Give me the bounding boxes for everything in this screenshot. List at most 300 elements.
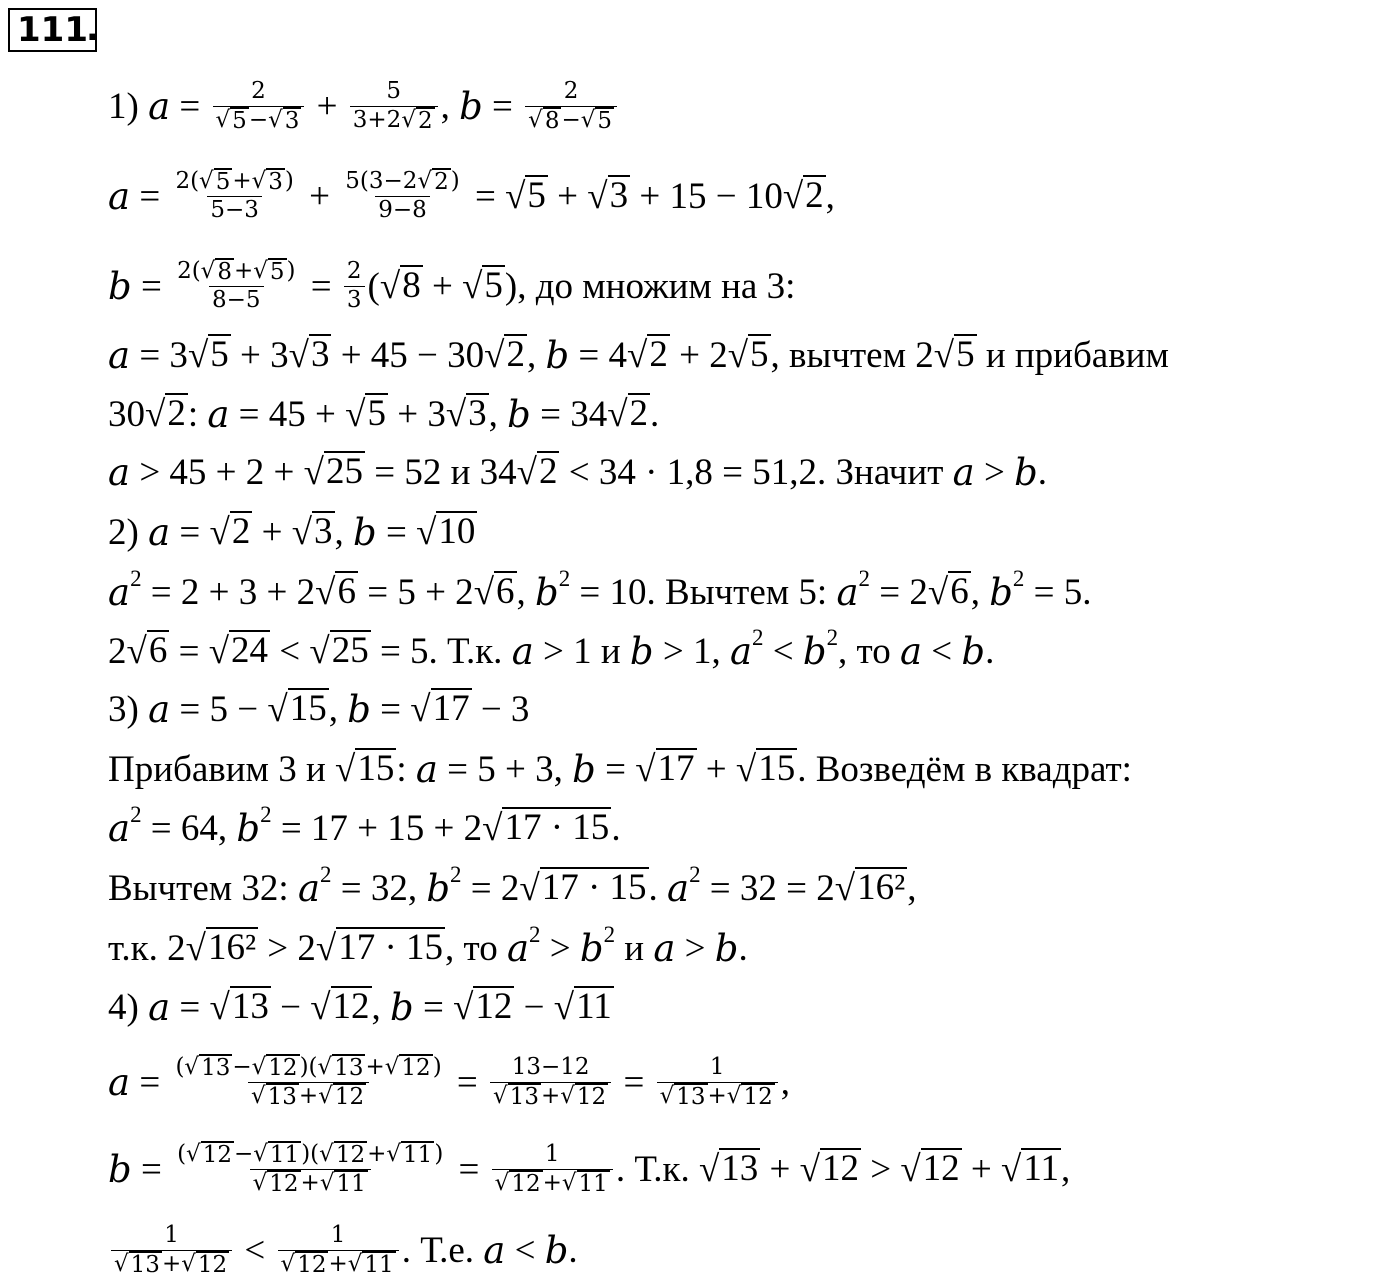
solution-line — [108, 325, 1169, 385]
square-root — [181, 1251, 229, 1279]
operator-run: = — [130, 1061, 170, 1103]
operator-run: = 64, — [141, 807, 237, 849]
radicand: 5 — [269, 258, 285, 285]
radical-sign-icon: √ — [401, 106, 416, 133]
radicand: 13 — [334, 1054, 364, 1081]
math-variable: b — [545, 333, 570, 377]
radicand: 17 · 15 — [541, 866, 647, 908]
text-run: , — [334, 511, 354, 553]
math-variable: b — [802, 629, 827, 673]
superscript: 2 — [826, 625, 839, 651]
text-run: . — [985, 630, 995, 672]
math-variable: a — [108, 174, 131, 218]
text-run: ( — [367, 265, 380, 307]
radicand: 24 — [231, 629, 268, 671]
radical-sign-icon: √ — [251, 167, 267, 194]
solution-line — [108, 256, 795, 316]
fraction — [278, 1222, 399, 1278]
radicand: 12 — [268, 1054, 298, 1081]
radicand: 3 — [284, 107, 300, 134]
text-run: 2 — [251, 77, 266, 104]
operator-run: < 34 · 1,8 = 51,2. Значит — [559, 451, 953, 493]
radical-sign-icon: √ — [417, 167, 433, 194]
operator-run: = — [614, 1061, 654, 1103]
radical-sign-icon: √ — [215, 106, 231, 133]
radicand: 6 — [496, 570, 515, 612]
radical-sign-icon: √ — [379, 265, 401, 307]
radical-sign-icon: √ — [251, 1053, 267, 1080]
fraction-denominator — [350, 106, 438, 135]
operator-run: = — [370, 688, 411, 730]
square-root — [562, 1170, 610, 1198]
math-variable: a — [952, 450, 975, 494]
text-run: − — [561, 106, 581, 133]
math-variable: a — [108, 570, 131, 614]
radicand: 12 — [197, 1251, 228, 1278]
solution-line — [108, 977, 614, 1037]
fraction — [492, 1141, 613, 1197]
operator-run: = — [595, 748, 636, 790]
solution-line — [108, 76, 620, 136]
square-root — [309, 630, 370, 673]
square-root — [216, 107, 249, 135]
radicand: 11 — [336, 1170, 366, 1197]
text-run: ( — [175, 1053, 185, 1080]
radical-sign-icon: √ — [114, 1250, 129, 1277]
square-root — [114, 1251, 162, 1279]
square-root — [1001, 1148, 1061, 1191]
operator-run: + — [422, 265, 463, 307]
square-root — [453, 986, 514, 1029]
superscript: 2 — [450, 862, 462, 888]
math-variable: a — [148, 510, 171, 554]
radical-sign-icon: √ — [317, 1053, 333, 1080]
radical-sign-icon: √ — [185, 927, 206, 969]
text-run: 1 — [709, 1053, 725, 1080]
text-run: , — [825, 175, 835, 217]
text-run: и прибавим — [976, 334, 1169, 376]
radicand: 2 — [231, 510, 251, 552]
text-run: ) — [284, 167, 294, 194]
text-run: + — [233, 257, 254, 284]
radicand: 5 — [367, 392, 386, 434]
radical-sign-icon: √ — [659, 1082, 675, 1109]
math-variable: b — [507, 392, 531, 436]
operator-run: = 2 — [461, 867, 520, 909]
math-variable: a — [483, 1228, 506, 1272]
operator-run: > 1, — [653, 630, 730, 672]
radicand: 2 — [417, 107, 433, 134]
text-run: + — [542, 1169, 562, 1196]
radical-sign-icon: √ — [1001, 1148, 1022, 1190]
radicand: 2 — [805, 174, 824, 216]
radical-sign-icon: √ — [335, 748, 356, 790]
radical-sign-icon: √ — [319, 1169, 335, 1196]
text-run: 2 — [563, 77, 579, 104]
operator-run: = 5. Т.к. — [370, 630, 512, 672]
square-root — [188, 334, 231, 377]
operator-run: = — [465, 175, 506, 217]
fraction-denominator — [209, 286, 264, 315]
radical-sign-icon: √ — [587, 175, 608, 217]
text-run: , вычтем 2 — [770, 334, 934, 376]
radical-sign-icon: √ — [252, 1169, 268, 1196]
text-run: 5(3−2 — [345, 167, 418, 194]
radicand: 8 — [402, 264, 421, 306]
square-root — [251, 1083, 299, 1111]
square-root — [210, 511, 253, 554]
superscript: 2 — [130, 802, 142, 828]
radicand: 3 — [310, 333, 330, 375]
text-run: ) — [450, 167, 460, 194]
radical-sign-icon: √ — [727, 334, 749, 376]
radicand: 5 — [484, 264, 503, 306]
fraction — [344, 258, 365, 314]
square-root — [318, 1083, 366, 1111]
operator-run: = 10. Вычтем 5: — [570, 571, 837, 613]
math-variable: a — [511, 629, 534, 673]
text-run: + — [367, 1140, 387, 1167]
square-root — [315, 571, 358, 614]
operator-run: = 45 + — [229, 393, 346, 435]
math-variable: b — [459, 84, 483, 128]
text-run: , — [526, 334, 546, 376]
text-run: . Возведём в квадрат: — [797, 748, 1132, 790]
text-run: , то — [838, 630, 900, 672]
text-run: 1 — [330, 1221, 346, 1248]
text-run: , — [488, 393, 508, 435]
superscript: 2 — [603, 922, 616, 948]
radicand: 5 — [215, 168, 231, 195]
radical-sign-icon: √ — [208, 630, 229, 672]
solution-line — [108, 562, 1091, 622]
text-run: 2( — [175, 167, 200, 194]
text-run: 5 — [386, 77, 401, 104]
problem-number-box — [8, 8, 97, 52]
square-root — [635, 748, 696, 791]
operator-run: = — [449, 1148, 489, 1190]
radical-sign-icon: √ — [347, 1250, 363, 1277]
fraction — [174, 258, 298, 314]
radicand: 13 — [267, 1083, 297, 1110]
square-root — [505, 175, 548, 218]
operator-run: = 52 и 34 — [364, 451, 517, 493]
text-run: 1 — [164, 1221, 179, 1248]
operator-run: − — [514, 986, 554, 1028]
square-root — [253, 1141, 301, 1169]
fraction-numerator — [342, 168, 462, 196]
radical-sign-icon: √ — [782, 175, 804, 217]
radicand: 2 — [506, 333, 525, 375]
square-root — [554, 986, 614, 1029]
radical-sign-icon: √ — [735, 748, 757, 790]
square-root — [482, 807, 611, 850]
square-root — [417, 168, 450, 196]
square-root — [335, 748, 396, 791]
operator-run: = 5. — [1024, 571, 1092, 613]
math-variable: b — [544, 1228, 569, 1272]
operator-run: = — [301, 265, 341, 307]
radical-sign-icon: √ — [187, 334, 209, 376]
operator-run: = — [376, 511, 417, 553]
radicand: 12 — [511, 1170, 541, 1197]
radical-sign-icon: √ — [126, 630, 147, 672]
radical-sign-icon: √ — [580, 106, 596, 133]
radical-sign-icon: √ — [462, 265, 483, 307]
operator-run: + 45 − 30 — [331, 334, 485, 376]
radical-sign-icon: √ — [453, 986, 474, 1028]
fraction-numerator — [509, 1054, 593, 1082]
square-root — [345, 393, 388, 436]
text-run: + — [540, 1082, 561, 1109]
operator-run: < — [270, 630, 310, 672]
square-root — [587, 175, 630, 218]
square-root — [267, 688, 328, 731]
math-variable: a — [148, 84, 171, 128]
math-variable: a — [108, 450, 131, 494]
radicand: 5 — [956, 333, 975, 375]
operator-run: > 1 и — [533, 630, 630, 672]
radical-sign-icon: √ — [560, 1082, 575, 1109]
operator-run: = — [170, 511, 210, 553]
fraction — [213, 78, 305, 134]
square-root — [186, 927, 258, 970]
radicand: 11 — [364, 1251, 394, 1278]
radicand: 13 — [130, 1251, 160, 1278]
fraction-numerator — [561, 78, 582, 106]
radicand: 5 — [597, 107, 613, 134]
math-variable: a — [506, 926, 530, 970]
math-variable: b — [108, 1147, 132, 1191]
square-root — [727, 1083, 775, 1111]
math-variable: b — [108, 264, 132, 308]
fraction-denominator — [213, 106, 305, 135]
math-variable: a — [415, 747, 438, 791]
operator-run: < — [763, 630, 803, 672]
radicand: 12 — [335, 1141, 366, 1168]
fraction-denominator — [344, 286, 365, 315]
math-variable: b — [1014, 450, 1038, 494]
radicand: 11 — [578, 1170, 608, 1197]
text-run: 13−12 — [511, 1053, 590, 1080]
text-run: + — [707, 1082, 727, 1109]
operator-run: + — [961, 1148, 1002, 1190]
square-root — [281, 1251, 329, 1279]
text-run: + — [232, 167, 252, 194]
solution-line — [108, 384, 659, 444]
text-run: и — [615, 927, 654, 969]
text-run: ) — [434, 1140, 444, 1167]
operator-run: = 3 — [130, 334, 188, 376]
radical-sign-icon: √ — [268, 106, 283, 133]
fraction — [172, 168, 296, 224]
fraction — [174, 1141, 446, 1197]
text-run: . — [611, 807, 621, 849]
operator-run: = — [130, 175, 170, 217]
square-root — [292, 511, 335, 554]
radical-sign-icon: √ — [834, 867, 856, 909]
square-root — [318, 1054, 366, 1082]
solution-line — [108, 621, 994, 681]
radical-sign-icon: √ — [482, 807, 503, 849]
text-run: ), до множим на 3: — [504, 265, 796, 307]
text-run: 9−8 — [378, 196, 427, 223]
superscript: 2 — [1012, 566, 1025, 592]
radicand: 8 — [217, 258, 232, 285]
radicand: 11 — [403, 1141, 433, 1168]
solution-line — [108, 1220, 578, 1280]
fraction-numerator — [383, 78, 404, 106]
radicand: 12 — [334, 1083, 365, 1110]
text-run: : — [396, 748, 416, 790]
radical-sign-icon: √ — [505, 175, 526, 217]
radical-sign-icon: √ — [310, 986, 331, 1028]
text-run: . — [568, 1229, 578, 1271]
square-root — [934, 334, 977, 377]
square-root — [446, 393, 489, 436]
text-run: т.к. 2 — [108, 927, 186, 969]
radicand: 2 — [434, 168, 449, 195]
radical-sign-icon: √ — [315, 927, 337, 969]
radical-sign-icon: √ — [445, 393, 467, 435]
text-run: )( — [299, 1053, 318, 1080]
radical-sign-icon: √ — [253, 1140, 268, 1167]
math-variable: b — [236, 806, 261, 850]
text-run: , — [970, 571, 990, 613]
operator-run: = 2 + 3 + 2 — [141, 571, 316, 613]
operator-run: = 17 + 15 + 2 — [271, 807, 483, 849]
operator-run: + 3 — [387, 393, 446, 435]
square-root — [800, 1148, 861, 1191]
operator-run: < — [235, 1229, 275, 1271]
fraction-denominator — [492, 1169, 613, 1198]
radicand: 13 — [201, 1054, 231, 1081]
fraction-numerator — [248, 78, 269, 106]
math-variable: a — [207, 392, 230, 436]
fraction-denominator — [207, 196, 262, 225]
solution-line — [108, 442, 1047, 502]
radicand: 17 — [657, 747, 695, 789]
math-variable: b — [390, 985, 414, 1029]
radicand: 2 — [167, 392, 186, 434]
fraction-denominator — [375, 196, 430, 225]
square-root — [320, 1170, 368, 1198]
radical-sign-icon: √ — [933, 334, 955, 376]
square-root — [348, 1251, 396, 1279]
fraction-numerator — [174, 258, 298, 286]
radicand: 6 — [337, 570, 356, 612]
text-run: ) — [286, 257, 296, 284]
operator-run: = — [131, 265, 172, 307]
radicand: 16² — [857, 866, 906, 908]
operator-run: = — [169, 630, 209, 672]
fraction-numerator — [174, 1141, 446, 1169]
square-root — [474, 571, 517, 614]
radical-sign-icon: √ — [209, 511, 230, 553]
text-run: + — [300, 1169, 320, 1196]
square-root — [519, 867, 648, 910]
operator-run: = 5 + 2 — [357, 571, 474, 613]
fraction-denominator — [111, 1250, 232, 1279]
square-root — [209, 630, 270, 673]
operator-run: = — [170, 85, 210, 127]
fraction-numerator — [161, 1222, 182, 1250]
radicand: 12 — [297, 1251, 327, 1278]
text-run: Вычтем 32: — [108, 867, 298, 909]
square-root — [410, 688, 471, 731]
radical-sign-icon: √ — [900, 1148, 921, 1190]
radical-sign-icon: √ — [288, 334, 309, 376]
text-run: ) — [432, 1053, 442, 1080]
fraction-denominator — [248, 1082, 369, 1111]
radical-sign-icon: √ — [494, 1169, 510, 1196]
operator-run: − — [270, 986, 311, 1028]
radical-sign-icon: √ — [607, 393, 628, 435]
radical-sign-icon: √ — [184, 1053, 200, 1080]
square-root — [728, 334, 771, 377]
fraction-denominator — [490, 1082, 611, 1111]
text-run: . — [648, 867, 668, 909]
text-run: , — [516, 571, 535, 613]
text-run: ( — [177, 1140, 187, 1167]
fraction — [172, 1054, 444, 1110]
fraction-denominator — [278, 1250, 399, 1279]
square-root — [607, 393, 650, 436]
radicand: 12 — [332, 985, 370, 1027]
operator-run: = 4 — [569, 334, 628, 376]
radicand: 2 — [649, 333, 668, 375]
fraction-denominator — [657, 1082, 778, 1111]
square-root — [528, 107, 561, 135]
square-root — [252, 168, 285, 196]
operator-run: + 2 — [669, 334, 728, 376]
text-run: 3) — [108, 688, 149, 730]
radicand: 12 — [743, 1083, 773, 1110]
text-run: . Т.е. — [401, 1229, 484, 1271]
square-root — [517, 451, 560, 494]
operator-run: = — [447, 1061, 488, 1103]
operator-run: > — [675, 927, 715, 969]
radical-sign-icon: √ — [319, 1140, 334, 1167]
square-root — [484, 334, 527, 377]
radical-sign-icon: √ — [726, 1082, 742, 1109]
fraction-numerator — [328, 1222, 349, 1250]
square-root — [253, 258, 286, 286]
radicand: 6 — [148, 629, 168, 671]
square-root — [310, 986, 371, 1029]
radical-sign-icon: √ — [200, 257, 216, 284]
fraction — [525, 78, 617, 134]
operator-run: > 45 + 2 + — [130, 451, 304, 493]
fraction-numerator — [172, 168, 296, 196]
radicand: 3 — [268, 168, 283, 195]
square-root — [199, 168, 232, 196]
square-root — [386, 1141, 434, 1169]
operator-run: > — [540, 927, 580, 969]
operator-run: − 3 — [471, 688, 530, 730]
math-variable: b — [353, 510, 377, 554]
radicand: 11 — [1023, 1147, 1059, 1189]
math-variable: a — [899, 629, 923, 673]
square-root — [268, 107, 301, 135]
text-run: 30 — [108, 393, 145, 435]
operator-run: = — [131, 1148, 172, 1190]
radical-sign-icon: √ — [303, 451, 324, 493]
radical-sign-icon: √ — [493, 1082, 508, 1109]
radical-sign-icon: √ — [181, 1250, 196, 1277]
superscript: 2 — [529, 922, 541, 948]
operator-run: = 32, — [331, 867, 427, 909]
